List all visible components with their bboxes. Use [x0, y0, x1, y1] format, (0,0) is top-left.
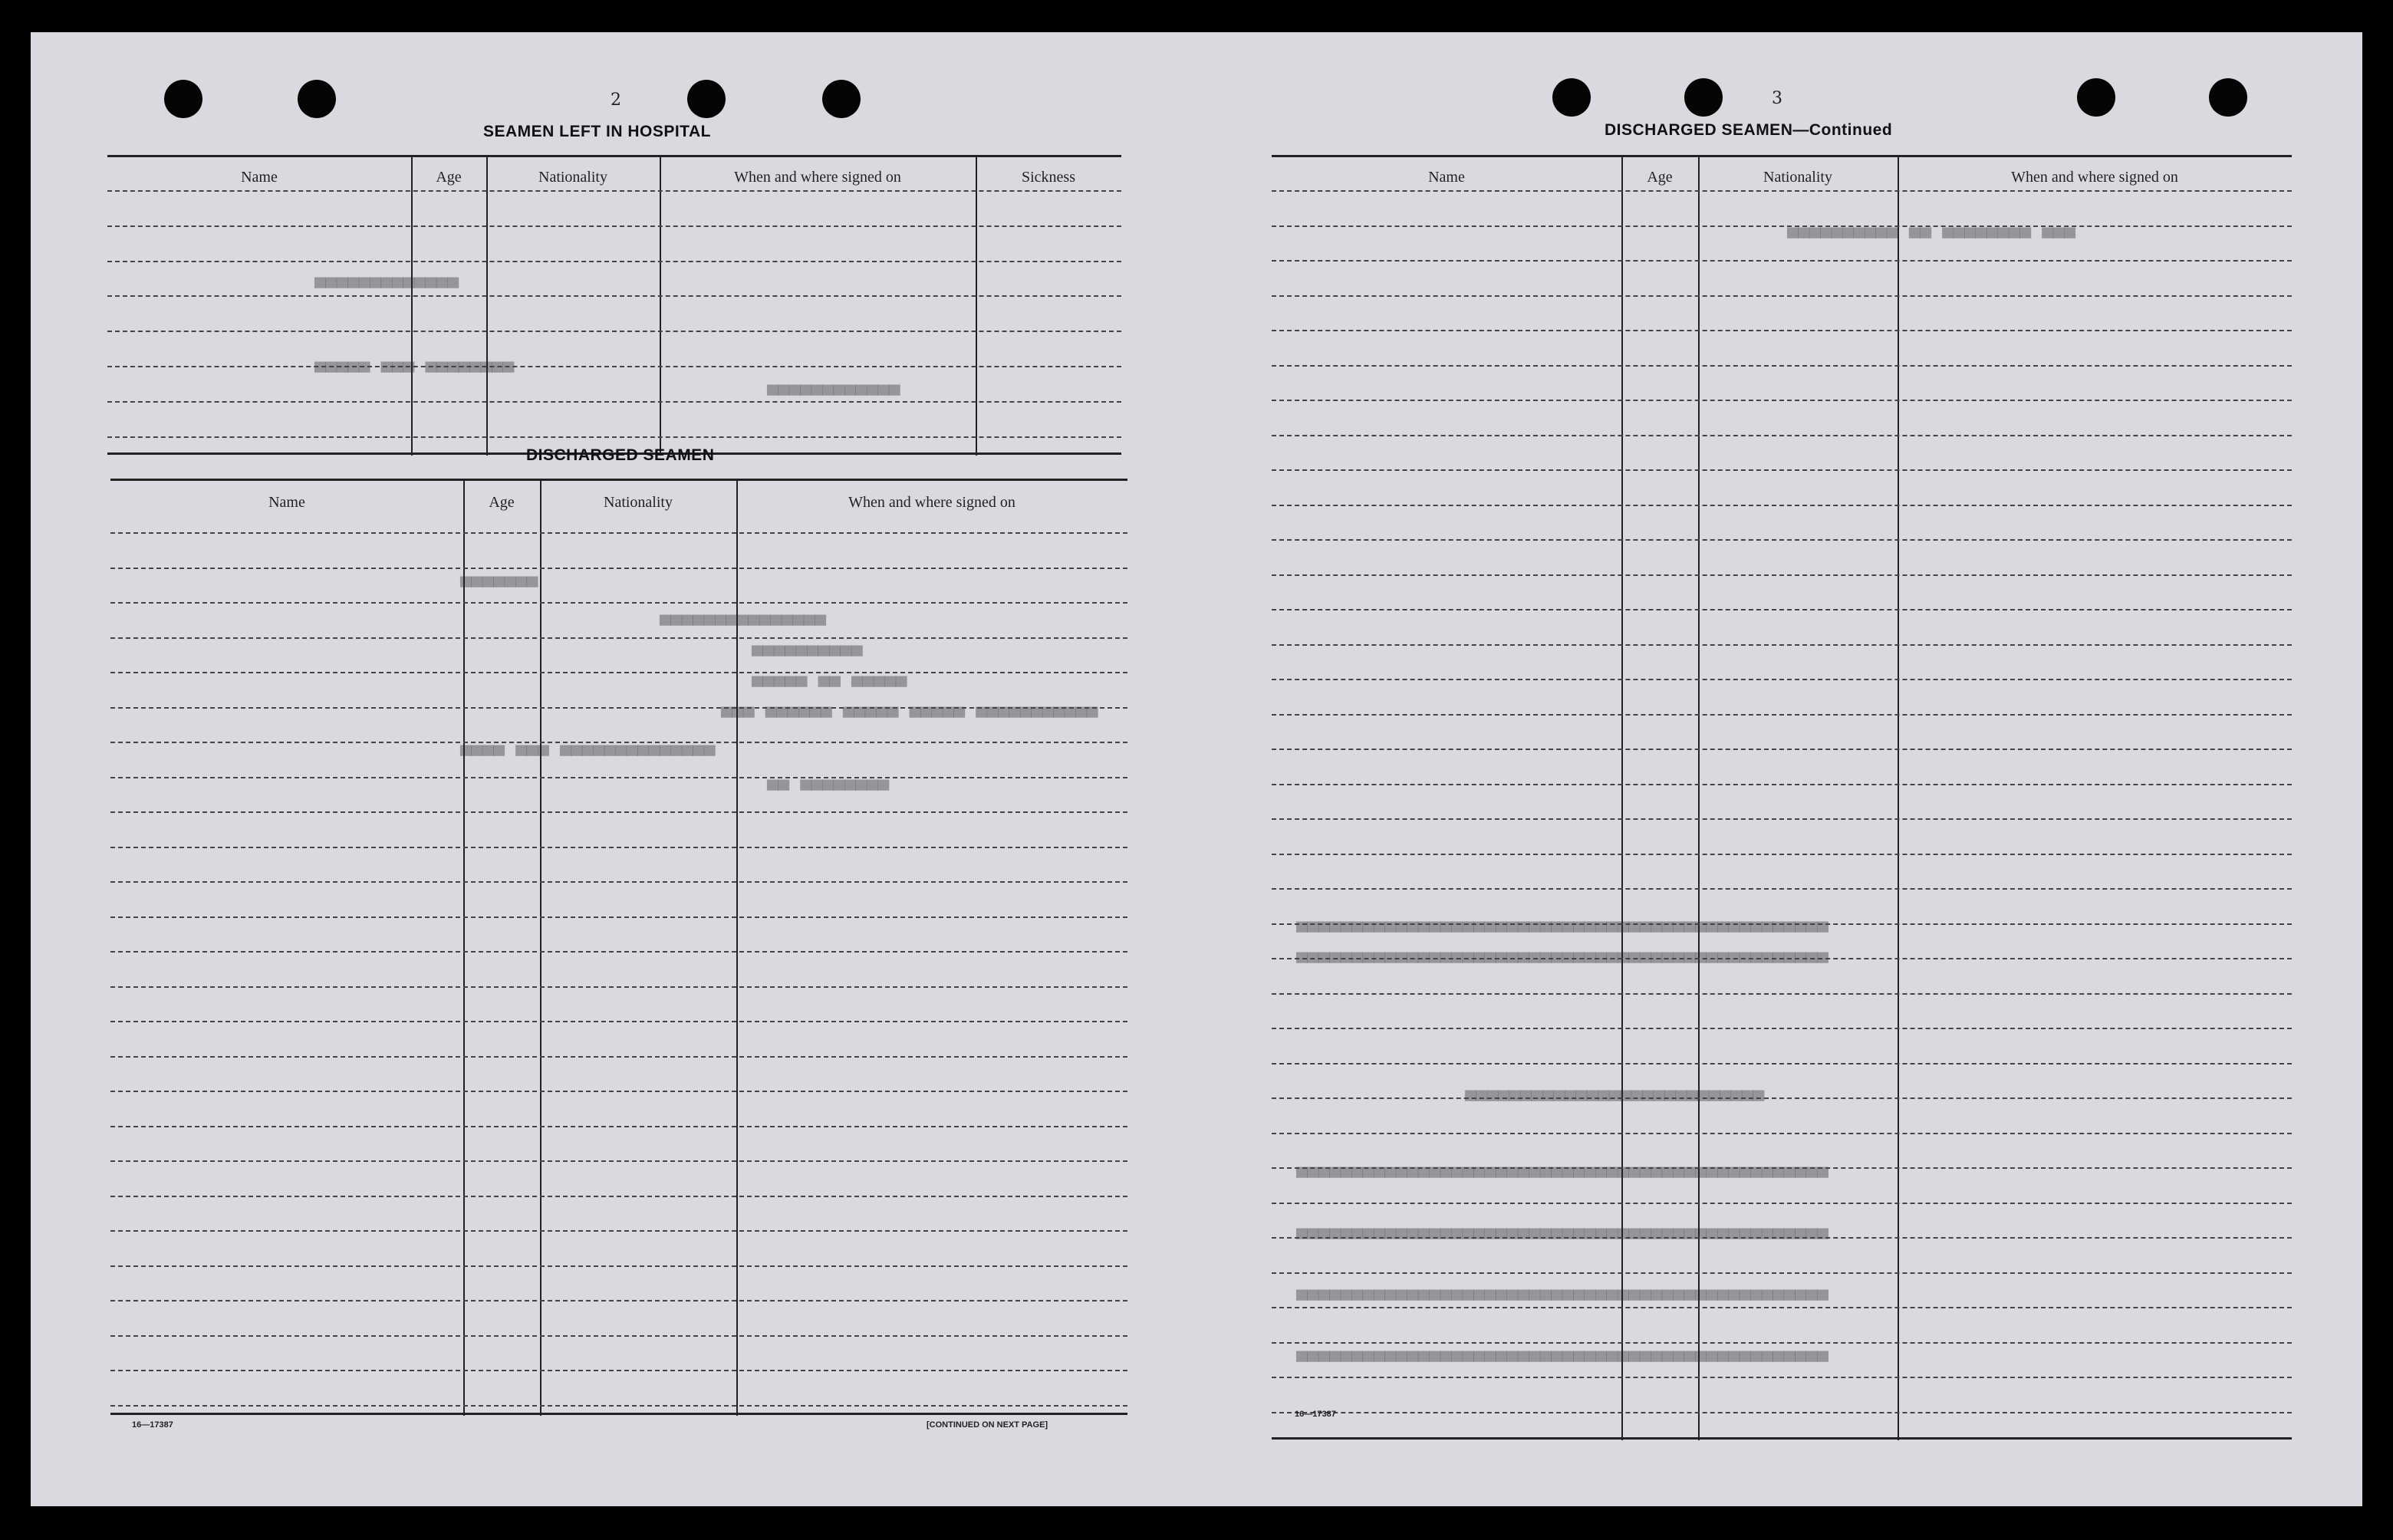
row-rule [1272, 993, 2292, 995]
row-rule [110, 637, 1127, 639]
row-rule [107, 295, 1121, 297]
row-rule [110, 1126, 1127, 1127]
row-rule [1272, 749, 2292, 750]
column-header-signed-on: When and where signed on [848, 494, 1015, 511]
row-rule [110, 916, 1127, 918]
row-rule [110, 1091, 1127, 1092]
row-rule [1272, 679, 2292, 680]
row-rule [1272, 609, 2292, 610]
row-rule [1272, 365, 2292, 367]
right-page: ▀▀▀ ▀▀▀▀▀▀▀▀ ▀▀ ▀▀▀▀▀▀▀▀▀▀ ▀▀▀▀▀▀▀▀▀▀▀▀▀▀▀▀▀▀▀▀▀▀▀▀▀▀▀▀▀▀▀▀▀▀▀▀▀▀▀▀▀▀▀▀▀▀▀▀ ▀▀▀▀▀▀▀▀▀▀▀▀▀▀▀▀▀▀▀▀▀▀▀▀▀▀▀▀▀▀▀▀▀▀▀▀▀▀▀▀▀▀▀▀▀▀▀▀ ▀▀▀▀▀▀▀▀▀▀▀▀▀▀▀▀▀▀▀▀▀▀▀▀▀▀▀ ▀▀▀▀▀▀▀▀▀▀▀▀▀▀▀▀▀▀▀▀▀▀▀▀▀▀▀▀▀▀▀▀▀▀▀▀▀▀▀▀▀▀▀▀▀▀▀▀ ▀▀▀▀▀▀▀▀▀▀▀▀▀▀▀▀▀▀▀▀▀▀▀▀▀▀▀▀▀▀▀▀▀▀▀▀▀▀▀▀▀▀▀▀▀▀▀▀ ▀▀▀▀▀▀▀▀▀▀▀▀▀▀▀▀▀▀▀▀▀▀▀▀▀▀▀▀▀▀▀▀▀▀▀▀▀▀▀▀▀▀▀▀▀▀▀▀ ▀▀▀▀▀▀▀▀▀▀▀▀▀▀▀▀▀▀▀▀▀▀▀▀▀▀▀▀▀▀▀▀▀▀▀▀▀▀▀▀▀▀▀▀▀▀▀▀ 3 DISCHARGED SEAMEN—Continued Name Age Nationality When and where signed on 16—17387 [1189, 32, 2362, 1506]
row-rule [1272, 505, 2292, 506]
row-rule [1272, 1097, 2292, 1099]
hospital-table [107, 155, 1121, 456]
row-rule [110, 1265, 1127, 1267]
row-rule [1272, 1028, 2292, 1029]
column-header-signed-on: When and where signed on [2011, 169, 2178, 186]
row-rule [110, 1335, 1127, 1337]
row-rule [1272, 923, 2292, 925]
row-rule [1272, 469, 2292, 471]
form-number: 16—17387 [1295, 1410, 1336, 1419]
row-rule [110, 777, 1127, 778]
row-rule [1272, 1307, 2292, 1308]
row-rule [1272, 1133, 2292, 1134]
row-rule [1272, 574, 2292, 576]
row-rule [1272, 260, 2292, 262]
row-rule [1272, 330, 2292, 331]
row-rule [1272, 1203, 2292, 1204]
row-rule [1272, 1342, 2292, 1344]
left-page: ▀▀▀▀▀▀▀▀▀▀▀▀▀ ▀▀▀▀▀▀▀▀ ▀▀▀ ▀▀▀▀▀ ▀▀▀▀▀▀▀▀▀▀▀▀ ▀▀▀▀▀▀▀ ▀▀▀▀▀▀▀▀▀▀▀▀▀▀▀ ▀▀▀▀▀▀▀▀▀▀ ▀▀▀▀▀ ▀▀ ▀▀▀▀▀ ▀▀▀▀▀▀▀▀▀▀▀ ▀▀▀▀▀ ▀▀▀▀▀ ▀▀▀▀▀▀ ▀▀▀ ▀▀▀▀▀▀▀▀▀▀▀▀▀▀ ▀▀▀ ▀▀▀▀ ▀▀▀▀▀▀▀▀ ▀▀ 2 SEAMEN LEFT IN HOSPITAL Name Age Nationality When and where signed on Sickness DISCHARGED SEAMEN Name Age Nationality When and where signed on 16—17387 [CONTINUED ON NEXT PAGE] [31, 32, 1189, 1506]
row-rule [107, 190, 1121, 192]
column-header-name: Name [268, 494, 305, 511]
discharged-continued-table [1272, 155, 2292, 1440]
row-rule [110, 951, 1127, 953]
row-rule [107, 436, 1121, 438]
row-rule [110, 847, 1127, 848]
punch-hole [2209, 78, 2247, 117]
row-rule [1272, 225, 2292, 227]
row-rule [1272, 400, 2292, 401]
punch-hole [2077, 78, 2115, 117]
form-number: 16—17387 [132, 1420, 173, 1430]
column-header-nationality: Nationality [538, 169, 607, 186]
row-rule [110, 811, 1127, 813]
column-header-age: Age [1647, 169, 1673, 186]
row-rule [1272, 539, 2292, 541]
row-rule [1272, 1272, 2292, 1274]
row-rule [110, 881, 1127, 883]
column-header-sickness: Sickness [1022, 169, 1075, 186]
row-rule [1272, 854, 2292, 855]
row-rule [107, 331, 1121, 332]
row-rule [1272, 714, 2292, 716]
punch-hole [1552, 78, 1591, 117]
row-rule [107, 366, 1121, 367]
row-rule [107, 225, 1121, 227]
punch-hole [298, 80, 336, 118]
page-number: 3 [1772, 89, 1782, 108]
row-rule [110, 1056, 1127, 1058]
row-rule [110, 532, 1127, 534]
row-rule [110, 1160, 1127, 1162]
row-rule [1272, 1412, 2292, 1413]
row-rule [1272, 295, 2292, 297]
row-rule [1272, 1063, 2292, 1065]
row-rule [110, 742, 1127, 743]
row-rule [1272, 1377, 2292, 1378]
column-header-age: Age [436, 169, 462, 186]
row-rule [1272, 958, 2292, 959]
row-rule [110, 707, 1127, 709]
discharged-table [110, 479, 1127, 1416]
row-rule [1272, 644, 2292, 646]
column-header-name: Name [241, 169, 278, 186]
row-rule [1272, 190, 2292, 192]
discharged-continued-title: DISCHARGED SEAMEN—Continued [1605, 121, 1893, 139]
punch-hole [164, 80, 202, 118]
column-header-age: Age [489, 494, 515, 511]
hospital-section-title: SEAMEN LEFT IN HOSPITAL [483, 123, 711, 140]
row-rule [110, 602, 1127, 604]
punch-hole [1684, 78, 1723, 117]
row-rule [110, 672, 1127, 673]
row-rule [1272, 1237, 2292, 1239]
discharged-section-title: DISCHARGED SEAMEN [526, 446, 715, 464]
row-rule [110, 1196, 1127, 1197]
row-rule [110, 568, 1127, 569]
row-rule [107, 401, 1121, 403]
row-rule [1272, 888, 2292, 890]
row-rule [1272, 1167, 2292, 1169]
continued-note: [CONTINUED ON NEXT PAGE] [927, 1420, 1048, 1430]
row-rule [1272, 818, 2292, 820]
column-header-nationality: Nationality [604, 494, 673, 511]
column-header-name: Name [1428, 169, 1465, 186]
row-rule [110, 1300, 1127, 1301]
row-rule [110, 1405, 1127, 1407]
row-rule [110, 1230, 1127, 1232]
column-header-signed-on: When and where signed on [734, 169, 901, 186]
column-header-nationality: Nationality [1763, 169, 1832, 186]
punch-hole [822, 80, 861, 118]
row-rule [110, 986, 1127, 988]
row-rule [107, 261, 1121, 262]
row-rule [1272, 435, 2292, 436]
row-rule [110, 1021, 1127, 1022]
punch-hole [687, 80, 726, 118]
row-rule [110, 1370, 1127, 1371]
row-rule [1272, 784, 2292, 785]
page-number: 2 [611, 90, 621, 110]
